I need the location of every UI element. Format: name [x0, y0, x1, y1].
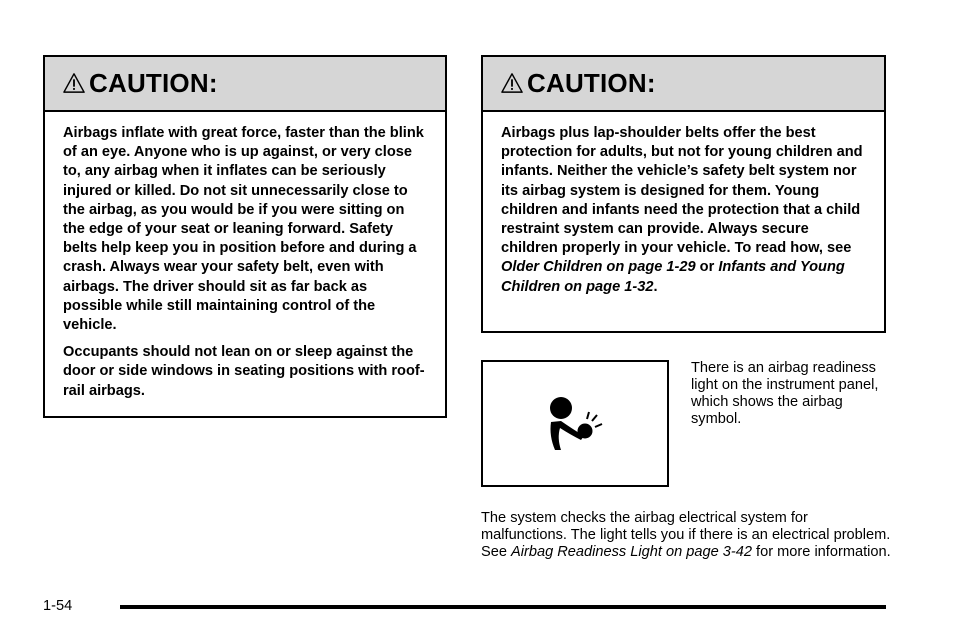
- cross-reference-older-children[interactable]: Older Children on page 1-29: [501, 259, 696, 276]
- caution-box-child-protection: [481, 55, 886, 333]
- airbag-symbol-caption: There is an airbag readiness light on the instrument panel, which shows the airbag symbol.: [691, 360, 879, 427]
- caution-paragraph: Airbags inflate with great force, faster than the blink of an eye. Anyone who is up against, or very close to, any airbag when it inflates can be seriously injured or killed. Do not sit unnecessarily close to the airbag, as you would be if you were sitting on the edge of your seat or leaning forward. Safety belts help keep you in position before and during a crash. Always wear your safety belt, even with airbags. The driver should sit as far back as possible while still maintaining control of the vehicle.: [63, 125, 424, 334]
- body-text: The system checks the airbag electrical system for malfunctions. The light tells you if there is an electrical problem. See: [481, 510, 891, 560]
- cross-reference-readiness-light[interactable]: Airbag Readiness Light on page 3-42: [511, 544, 752, 560]
- caution-header: [45, 57, 445, 112]
- caution-body: [45, 112, 445, 415]
- caution-title: CAUTION:: [527, 68, 656, 98]
- footer-rule: [120, 605, 886, 609]
- airbag-readiness-icon: [541, 394, 613, 458]
- caution-box-airbag-force: [43, 55, 447, 418]
- airbag-symbol-frame: [481, 360, 669, 487]
- caution-text: or: [695, 259, 719, 276]
- caution-header: [483, 57, 884, 112]
- body-text: for more information.: [752, 544, 891, 560]
- cross-reference-infants[interactable]: Infants and Young Children on page 1-32: [501, 259, 845, 295]
- caution-body: [483, 112, 884, 311]
- warning-triangle-icon: [63, 72, 85, 94]
- caution-title: CAUTION:: [89, 68, 218, 98]
- caution-paragraph: Occupants should not lean on or sleep against the door or side windows in seating positions with roof-rail airbags.: [63, 344, 425, 399]
- caution-text: Airbags plus lap-shoulder belts offer the best protection for adults, but not for young children and infants. Neither the vehicle’s safety belt system nor its airbag system is designed for them. Young children and infants need the protection that a child restraint system can provide. Always secure children properly in your vehicle. To read how, see: [501, 125, 863, 257]
- warning-triangle-icon: [501, 72, 523, 94]
- caution-text: .: [653, 278, 658, 295]
- page-number: 1-54: [43, 598, 73, 614]
- body-paragraph: [481, 510, 891, 561]
- caution-paragraph: [501, 124, 868, 297]
